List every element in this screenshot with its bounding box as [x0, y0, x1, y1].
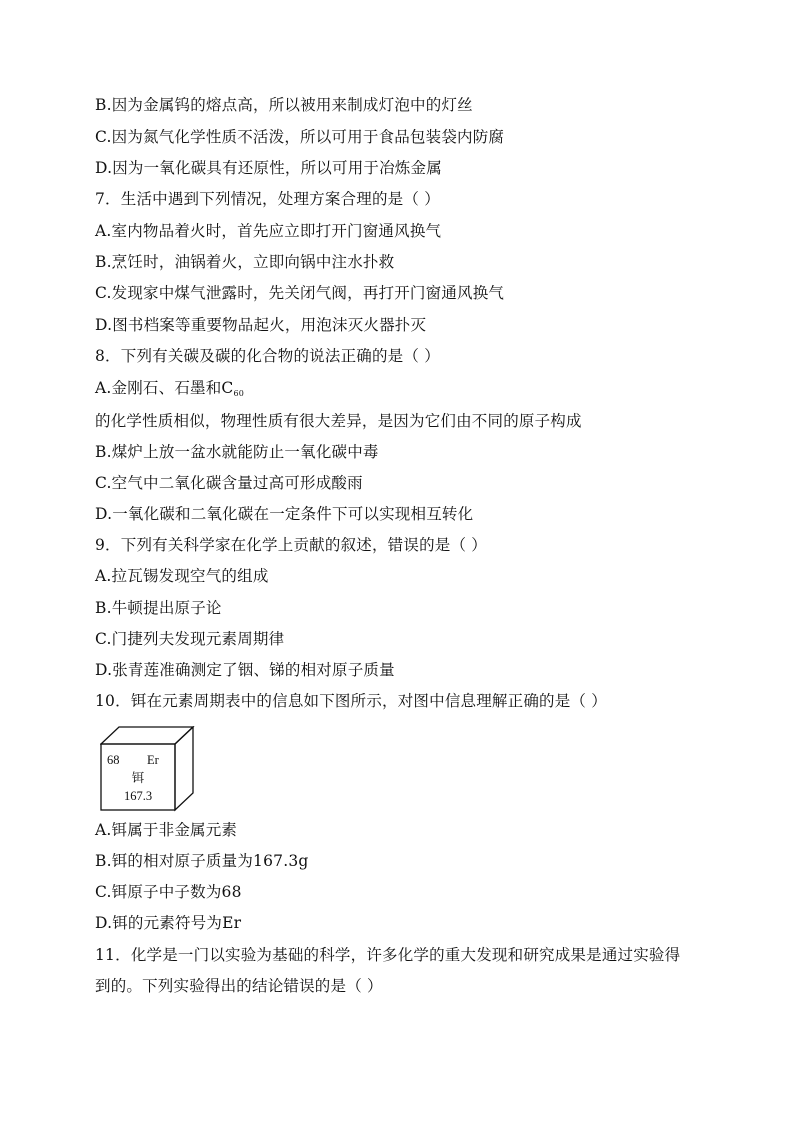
option-9c: C.门捷列夫发现元素周期律 [95, 630, 285, 648]
option-8b: B.煤炉上放一盆水就能防止一氧化碳中毒 [95, 443, 379, 461]
question-7: 7．生活中遇到下列情况，处理方案合理的是（ ） [95, 190, 440, 208]
option-9b: B.牛顿提出原子论 [95, 599, 222, 617]
option-8a-text: A.金刚石、石墨和C [95, 379, 234, 397]
option-7b: B.烹饪时，油锅着火，立即向锅中注水扑救 [95, 253, 395, 271]
option-7a: A.室内物品着火时，首先应立即打开门窗通风换气 [95, 222, 442, 240]
question-8: 8．下列有关碳及碳的化合物的说法正确的是（ ） [95, 347, 440, 365]
option-6d: D.因为一氧化碳具有还原性，所以可用于冶炼金属 [95, 159, 442, 177]
cube-side [175, 727, 193, 810]
element-name: 铒 [131, 771, 145, 785]
atomic-mass: 167.3 [123, 789, 153, 803]
element-symbol: Er [147, 753, 159, 767]
cube-top [101, 727, 193, 744]
question-9: 9．下列有关科学家在化学上贡献的叙述，错误的是（ ） [95, 536, 487, 554]
option-10c: C.铒原子中子数为68 [95, 883, 242, 901]
option-7d: D.图书档案等重要物品起火，用泡沫灭火器扑灭 [95, 316, 427, 334]
option-8a-continued: 的化学性质相似，物理性质有很大差异，是因为它们由不同的原子构成 [95, 412, 582, 430]
option-8a [95, 378, 244, 404]
option-6c: C.因为氮气化学性质不活泼，所以可用于食品包装袋内防腐 [95, 128, 505, 146]
element-card-erbium [100, 726, 198, 812]
option-8c: C.空气中二氧化碳含量过高可形成酸雨 [95, 474, 363, 492]
option-10b: B.铒的相对原子质量为167.3g [95, 852, 309, 870]
option-10a: A.铒属于非金属元素 [95, 821, 238, 839]
option-9d: D.张青莲准确测定了铟、锑的相对原子质量 [95, 661, 395, 679]
option-10d: D.铒的元素符号为Er [95, 914, 242, 932]
option-8d: D.一氧化碳和二氧化碳在一定条件下可以实现相互转化 [95, 505, 474, 523]
option-6b: B.因为金属钨的熔点高，所以被用来制成灯泡中的灯丝 [95, 96, 473, 114]
atomic-number: 68 [107, 753, 120, 767]
option-7c: C.发现家中煤气泄露时，先关闭气阀，再打开门窗通风换气 [95, 284, 505, 302]
question-11: 11．化学是一门以实验为基础的科学，许多化学的重大发现和研究成果是通过实验得 [95, 946, 681, 964]
option-9a: A.拉瓦锡发现空气的组成 [95, 567, 269, 585]
question-10: 10．铒在元素周期表中的信息如下图所示，对图中信息理解正确的是（ ） [95, 692, 607, 710]
question-11-continued: 到的。下列实验得出的结论错误的是（ ） [95, 977, 383, 995]
c60-subscript: 60 [233, 389, 245, 398]
